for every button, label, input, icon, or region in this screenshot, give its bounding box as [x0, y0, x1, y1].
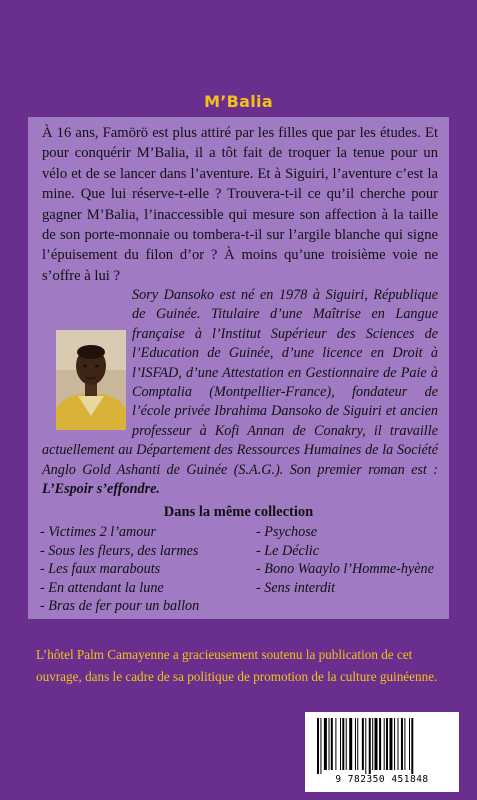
collection-list-left: [40, 523, 260, 616]
book-title: M’Balia: [204, 92, 273, 111]
collection-item: - Le Déclic: [256, 542, 320, 559]
author-bio-text: Sory Dansoko est né en 1978 à Siguiri, République de Guinée. Titulaire d’une Maîtrise en Langue française à l’Institut Supérieur des Sciences de l’Education de Guinée, d’une licence en Droit à l’ISFAD, d’une Attestation en Gestionnaire de Paie à Comptalia (Montpellier-France), fondateur de l’école privée Ibrahima Dansoko de Siguiri et ancien professeur à Kofi Annan de Conakry, il travaille actuellement au Département des Ressources Humaines de la Société Anglo Gold Ashanti de Guinée (S.A.G.). Son premier roman est :: [42, 287, 438, 478]
sponsor-note: L’hôtel Palm Camayenne a gracieusement soutenu la publication de cet ouvrage, dans le cadre de sa politique de promotion de la culture guinéenne.: [36, 647, 438, 684]
collection-item: - Bono Waaylo l’Homme-hyène: [256, 561, 434, 578]
synopsis-text: À 16 ans, Famörö est plus attiré par les filles que par les études. Et pour conquérir M’Balia, il a tôt fait de troquer la tenue pour un vélo et de se lancer dans l’aventure. Et à Siguiri, l’aventure c’est la mine. Que lui réserve-t-elle ? Trouvera-t-il ce qu’il cherche pour gagner M’Balia, l’inaccessible qui mesure son affection à la taille de son porte-monnaie ou tombera-t-il sur l’argile blanche qui signe l’épuisement du filon d’or ? À moins qu’une troisième voie ne s’offre à lui ?: [42, 125, 438, 284]
author-portrait-icon: [56, 330, 126, 430]
collection-item: - Bras de fer pour un ballon: [40, 598, 200, 615]
isbn-barcode: [305, 712, 459, 792]
author-first-novel-title: L’Espoir s’effondre.: [42, 481, 160, 498]
collection-item: - Psychose: [256, 524, 318, 540]
isbn-digits: 9 782350 451848: [335, 774, 429, 785]
barcode-icon: [315, 718, 449, 774]
collection-heading: Dans la même collection: [163, 504, 314, 520]
collection-item: - En attendant la lune: [40, 579, 164, 596]
collection-list-right: [256, 523, 466, 597]
collection-item: - Sens interdit: [256, 579, 336, 596]
collection-item: - Les faux marabouts: [40, 561, 161, 578]
author-photo: [56, 330, 126, 430]
collection-item: - Sous les fleurs, des larmes: [40, 542, 199, 559]
cover-top-band: [0, 0, 477, 88]
collection-item: - Victimes 2 l’amour: [40, 524, 156, 540]
